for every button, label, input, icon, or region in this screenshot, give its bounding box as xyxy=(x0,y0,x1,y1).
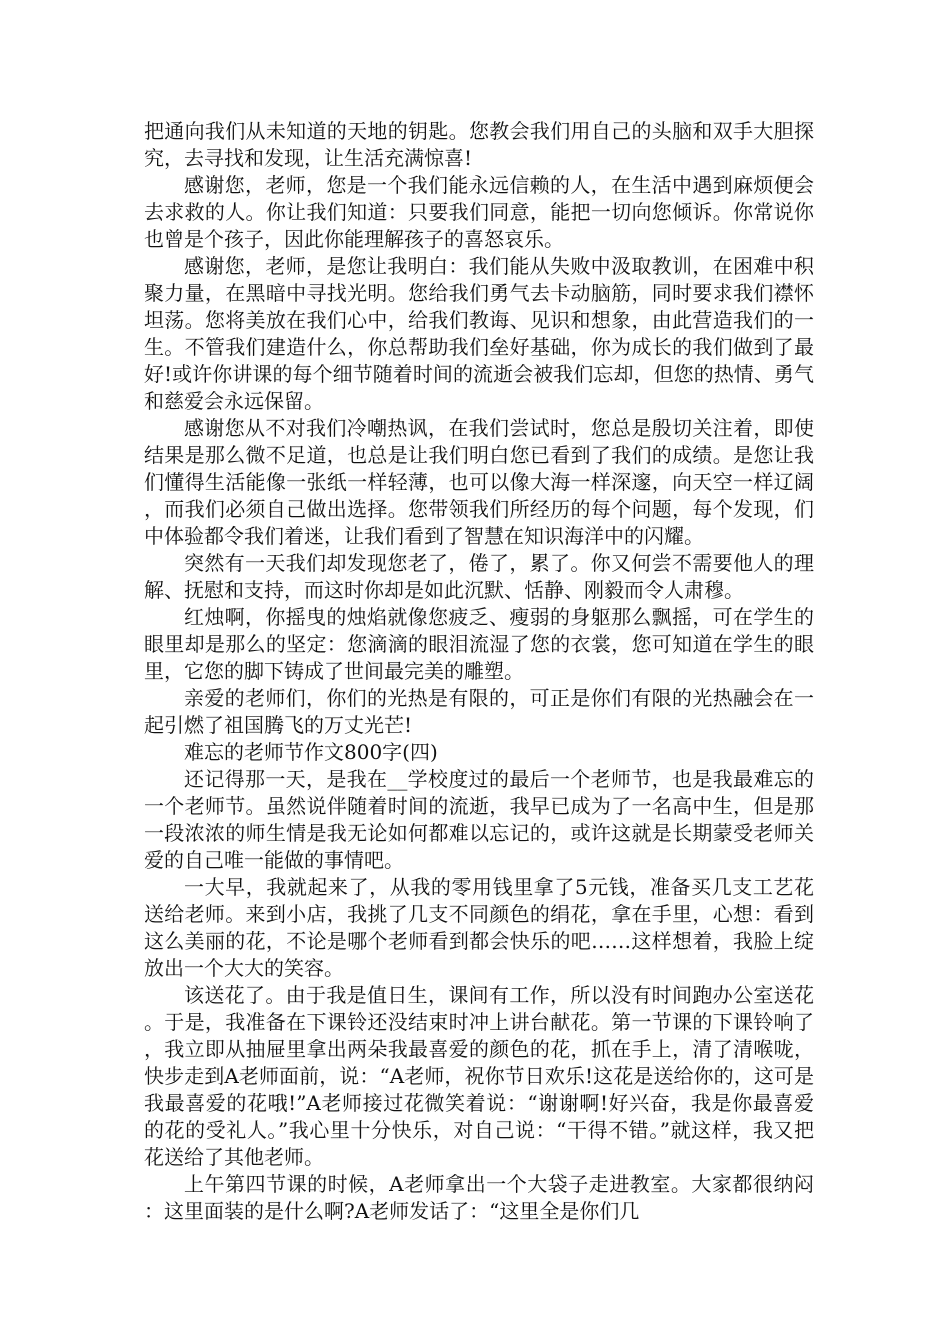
paragraph: 感谢您，老师，您是一个我们能永远信赖的人，在生活中遇到麻烦便会去求救的人。你让我们知道：只要我们同意，能把一切向您倾诉。你常说你也曾是个孩子，因此你能理解孩子的喜怒哀乐。 xyxy=(144,173,814,251)
paragraph: 感谢您，老师，是您让我明白：我们能从失败中汲取教训，在困难中积聚力量，在黑暗中寻找光明。您给我们勇气去卡动脑筋，同时要求我们襟怀坦荡。您将美放在我们心中，给我们教诲、见识和想象，由此营造我们的一生。不管我们建造什么，你总帮助我们垒好基础，你为成长的我们做到了最好!或许你讲课的每个细节随着时间的流逝会被我们忘却，但您的热情、勇气和慈爱会永远保留。 xyxy=(144,254,814,413)
paragraph: 红烛啊，你摇曳的烛焰就像您疲乏、瘦弱的身躯那么飘摇，可在学生的眼里却是那么的坚定：您滴滴的眼泪流湿了您的衣裳，您可知道在学生的眼里，它您的脚下铸成了世间最完美的雕塑。 xyxy=(144,605,814,683)
paragraph-continued: 把通向我们从未知道的天地的钥匙。您教会我们用自己的头脑和双手大胆探究，去寻找和发现，让生活充满惊喜! xyxy=(144,119,814,170)
paragraph: 还记得那一天，是我在__学校度过的最后一个老师节，也是我最难忘的一个老师节。虽然说伴随着时间的流逝，我早已成为了一名高中生，但是那一段浓浓的师生情是我无论如何都难以忘记的，或许这就是长期蒙受老师关爱的自己唯一能做的事情吧。 xyxy=(144,767,814,872)
paragraph: 上午第四节课的时候，A老师拿出一个大袋子走进教室。大家都很纳闷：这里面装的是什么啊?A老师发话了：“这里全是你们几 xyxy=(144,1172,814,1223)
paragraph: 该送花了。由于我是值日生，课间有工作，所以没有时间跑办公室送花。于是，我准备在下课铃还没结束时冲上讲台献花。第一节课的下课铃响了，我立即从抽屉里拿出两朵我最喜爱的颜色的花，抓在手上，清了清喉咙，快步走到A老师面前，说：“A老师，祝你节日欢乐!这花是送给你的，这可是我最喜爱的花哦!”A老师接过花微笑着说：“谢谢啊!好兴奋，我是你最喜爱的花的受礼人。”我心里十分快乐，对自己说：“干得不错。”就这样，我又把花送给了其他老师。 xyxy=(144,983,814,1169)
section-heading: 难忘的老师节作文800字(四) xyxy=(184,740,438,764)
paragraph: 突然有一天我们却发现您老了，倦了，累了。你又何尝不需要他人的理解、抚慰和支持，而这时你却是如此沉默、恬静、刚毅而令人肃穆。 xyxy=(144,551,814,602)
document-page xyxy=(144,118,814,1225)
paragraph: 一大早，我就起来了，从我的零用钱里拿了5元钱，准备买几支工艺花送给老师。来到小店，我挑了几支不同颜色的绢花，拿在手里，心想：看到这么美丽的花，不论是哪个老师看到都会快乐的吧……这样想着，我脸上绽放出一个大大的笑容。 xyxy=(144,875,814,980)
paragraph: 感谢您从不对我们冷嘲热讽，在我们尝试时，您总是殷切关注着，即使结果是那么微不足道，也总是让我们明白您已看到了我们的成绩。是您让我们懂得生活能像一张纸一样轻薄，也可以像大海一样深邃，向天空一样辽阔，而我们必须自己做出选择。您带领我们所经历的每个问题，每个发现，们中体验都令我们着迷，让我们看到了智慧在知识海洋中的闪耀。 xyxy=(144,416,814,548)
paragraph: 亲爱的老师们，你们的光热是有限的，可正是你们有限的光热融会在一起引燃了祖国腾飞的万丈光芒! xyxy=(144,686,814,737)
